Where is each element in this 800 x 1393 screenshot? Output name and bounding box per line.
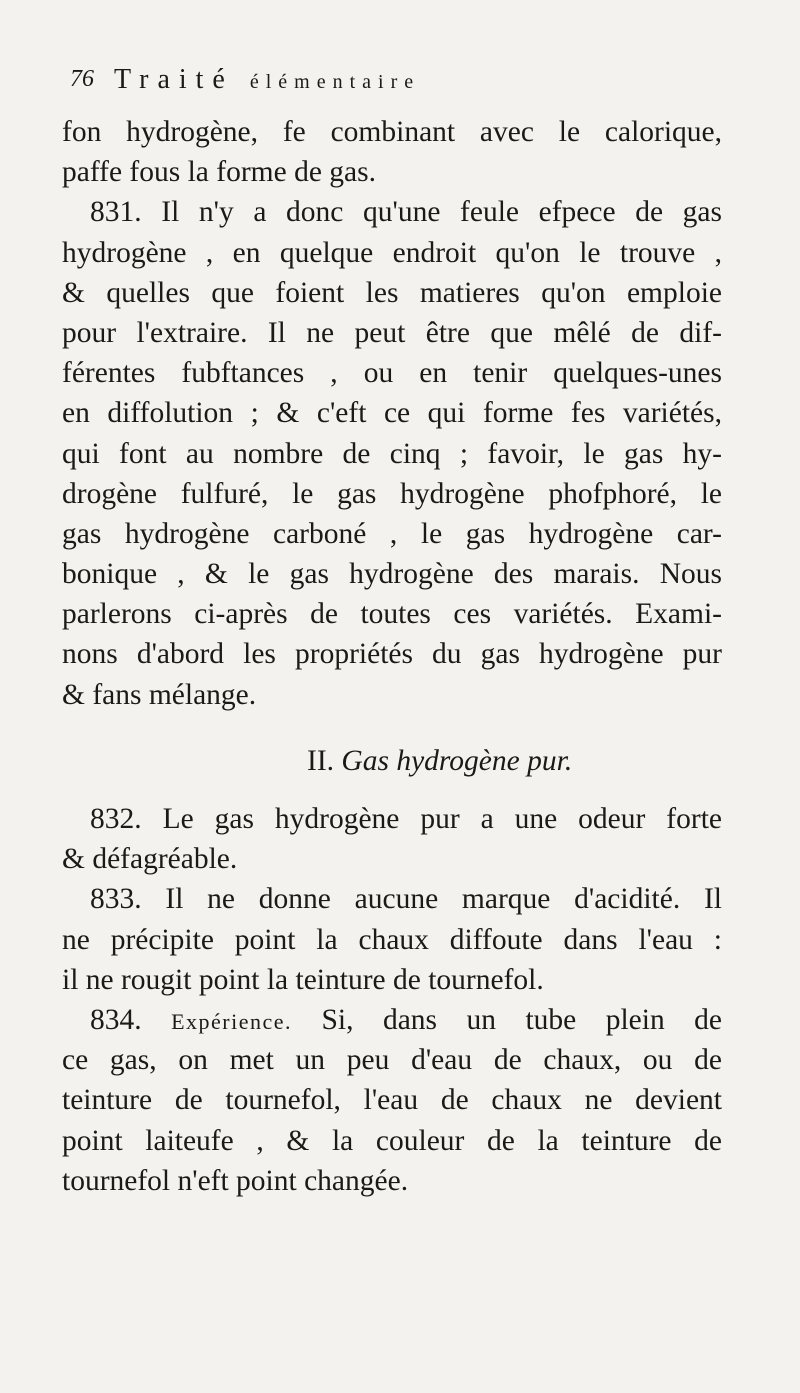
text-line: & quelles que foient les matieres qu'on emploie [62,276,722,309]
text-line: pour l'extraire. Il ne peut être que mêlé de dif- [62,316,722,349]
text-line: bonique , & le gas hydrogène des marais. Nous [62,558,722,591]
paragraph-number: 834. [90,1003,142,1036]
running-title [114,64,420,96]
text-line: & défagréable. [62,843,238,876]
running-head [70,64,700,104]
text-line: fon hydrogène, fe combinant avec le calorique, [62,116,722,148]
text-line: drogène fulfuré, le gas hydrogène phofphoré, le [62,477,722,510]
text-line: point laiteufe , & la couleur de la teinture de [62,1124,722,1157]
text-line [62,1000,722,1040]
text-line: paffe fous la forme de gas. [62,156,376,189]
text-line: parlerons ci-après de toutes ces variétés. Exami- [62,598,722,631]
text-line: gas hydrogène carboné , le gas hydrogène car- [62,517,722,550]
text-line: il ne rougit point la teinture de tournefol. [62,963,544,996]
section-number: II. [307,744,335,777]
body-text [62,112,722,1201]
experiment-label: Expérience. [171,1008,293,1034]
running-title-main: Traité [114,64,234,95]
text-line: & fans mélange. [62,678,257,711]
text-line: qui font au nombre de cinq ; favoir, le gas hy- [62,437,722,470]
text-line: ce gas, on met un peu d'eau de chaux, ou de [62,1044,722,1077]
page-number: 76 [70,66,94,92]
text-fragment: Si, dans un tube plein de [321,1003,722,1036]
section-title: Gas hydrogène pur. [341,744,573,777]
section-heading [62,741,722,781]
text-line: teinture de tournefol, l'eau de chaux ne devient [62,1084,722,1117]
text-line: ne précipite point la chaux diffoute dans l'eau : [62,923,722,956]
text-line: 833. Il ne donne aucune marque d'acidité. Il [90,883,722,916]
text-line: 831. Il n'y a donc qu'une feule efpece de gas [90,196,722,229]
running-title-secondary: élémentaire [249,71,421,93]
text-line: nons d'abord les propriétés du gas hydrogène pur [62,638,722,671]
text-line: en diffolution ; & c'eft ce qui forme fes variétés, [62,397,722,430]
text-line: hydrogène , en quelque endroit qu'on le trouve , [62,236,722,269]
text-line: tournefol n'eft point changée. [62,1164,409,1197]
text-line: férentes fubftances , ou en tenir quelques-unes [62,357,722,390]
text-line: 832. Le gas hydrogène pur a une odeur forte [90,803,722,835]
